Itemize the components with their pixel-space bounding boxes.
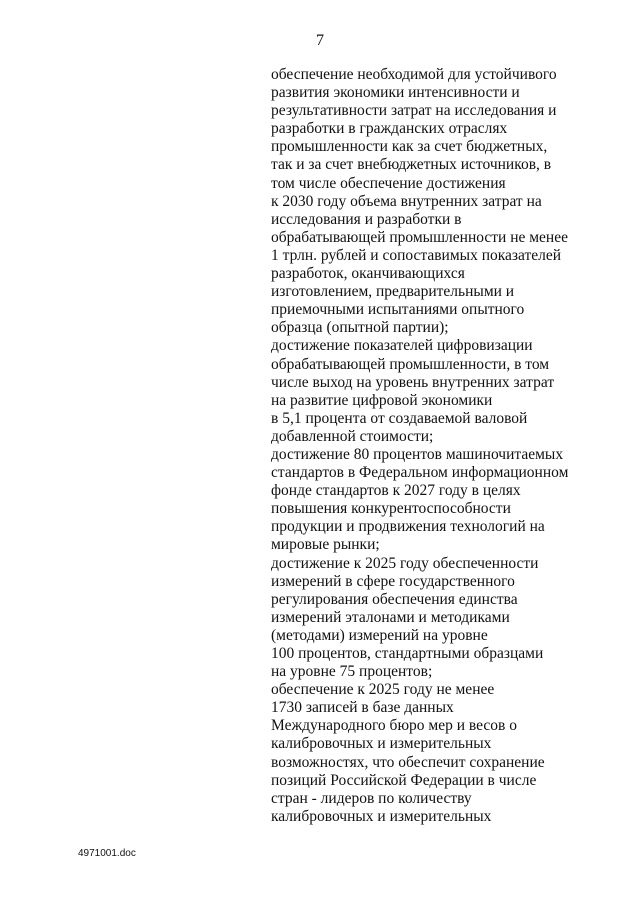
text-line: регулирования обеспечения единства (271, 590, 518, 608)
text-line: том числе обеспечение достижения (271, 174, 506, 192)
text-line: измерений в сфере государственного (271, 572, 515, 590)
text-line: промышленности как за счет бюджетных, (271, 138, 548, 156)
text-line: мировые рынки; (271, 536, 380, 554)
text-line: так и за счет внебюджетных источников, в (271, 156, 552, 174)
text-line: 100 процентов, стандартными образцами (271, 645, 544, 662)
text-line: фонде стандартов к 2027 году в целях (271, 482, 521, 500)
text-line: образца (опытной партии); (271, 319, 449, 337)
file-name-footer: 4971001.doc (78, 848, 136, 859)
text-line: на уровне 75 процентов; (271, 663, 433, 681)
text-line: добавленной стоимости; (271, 427, 434, 445)
text-line: возможностях, что обеспечит сохранение (271, 753, 545, 771)
text-line: к 2030 году объема внутренних затрат на (271, 192, 542, 210)
document-body (271, 66, 601, 826)
text-line: обрабатывающей промышленности не менее (271, 228, 568, 246)
text-line: 1730 записей в базе данных (271, 699, 454, 717)
text-line: калибровочных и измерительных (271, 735, 492, 753)
text-line: позиций Российской Федерации в числе (271, 771, 537, 789)
text-line: 1 трлн. рублей и сопоставимых показателей (271, 246, 562, 264)
text-line: приемочными испытаниями опытного (271, 301, 525, 319)
text-line: разработки в гражданских отраслях (271, 120, 508, 138)
text-line: стандартов в Федеральном информационном (271, 464, 569, 482)
text-line: Международного бюро мер и весов о (271, 717, 517, 735)
text-line: (методами) измерений на уровне (271, 626, 488, 644)
text-line: результативности затрат на исследования и (271, 102, 557, 120)
text-line: достижение к 2025 году обеспеченности (271, 554, 539, 572)
text-line: обеспечение к 2025 году не менее (271, 681, 495, 699)
text-line: достижение показателей цифровизации (271, 337, 533, 355)
text-line: повышения конкурентоспособности (271, 500, 511, 518)
text-line: обрабатывающей промышленности, в том (271, 355, 550, 373)
text-line: калибровочных и измерительных (271, 807, 492, 825)
text-line: исследования и разработки в (271, 210, 462, 228)
text-line: в 5,1 процента от создаваемой валовой (271, 409, 528, 427)
text-line: стран - лидеров по количеству (271, 789, 472, 807)
page-number: 7 (316, 32, 324, 49)
text-line: продукции и продвижения технологий на (271, 518, 545, 536)
text-line: изготовлением, предварительными и (271, 283, 515, 301)
text-line: обеспечение необходимой для устойчивого (271, 66, 557, 83)
text-line: разработок, оканчивающихся (271, 265, 465, 283)
text-line: достижение 80 процентов машиночитаемых (271, 445, 564, 463)
text-line: измерений эталонами и методиками (271, 608, 510, 626)
text-line: на развитие цифровой экономики (271, 391, 493, 409)
text-line: развития экономики интенсивности и (271, 84, 520, 102)
text-line: числе выход на уровень внутренних затрат (271, 373, 555, 391)
